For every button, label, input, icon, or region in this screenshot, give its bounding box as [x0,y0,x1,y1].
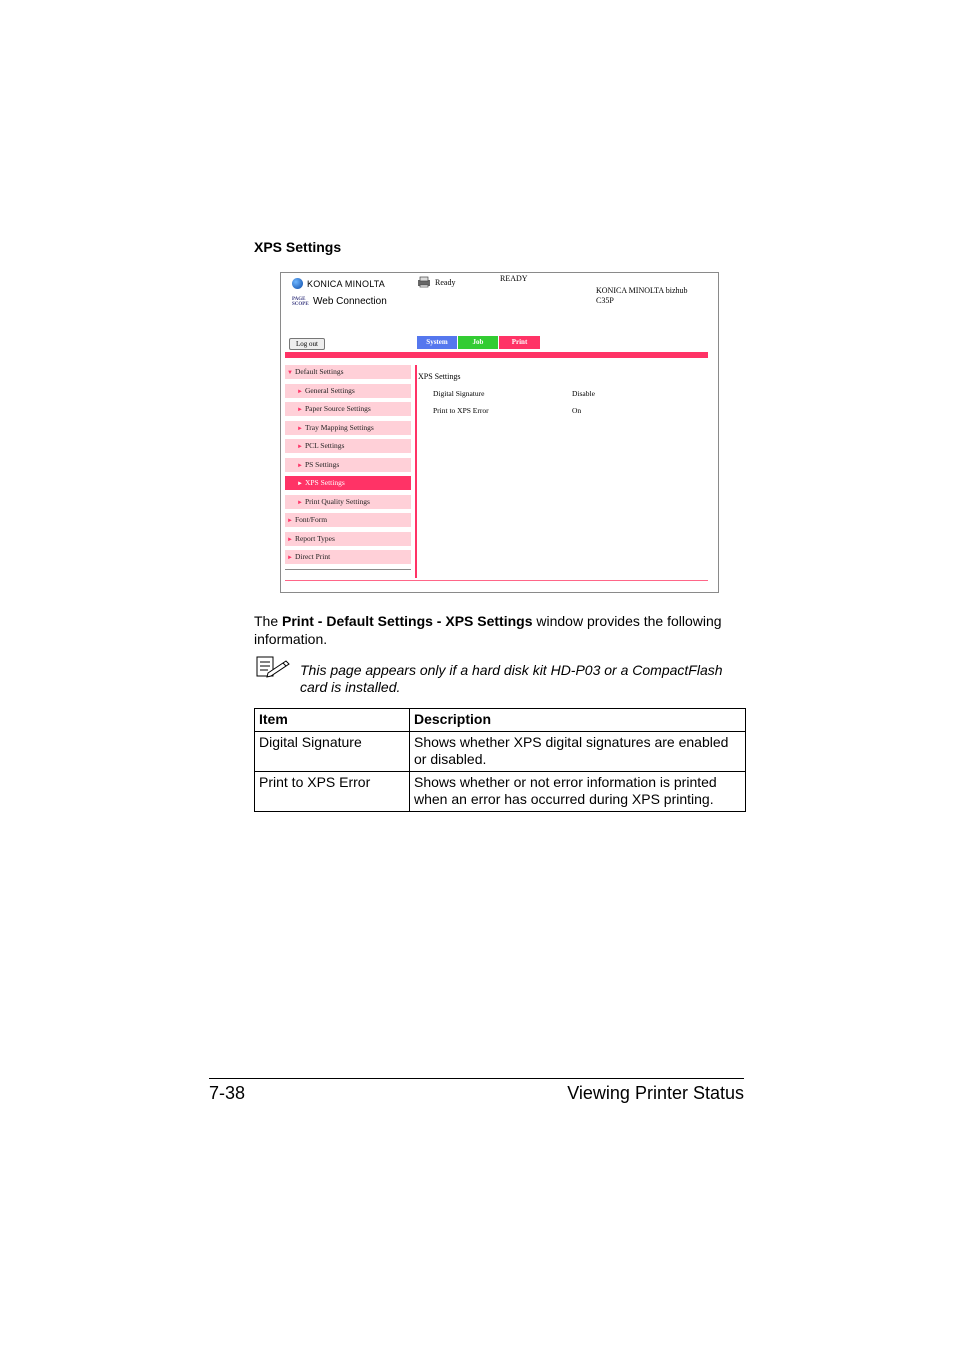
arrow-icon: ► [297,481,303,487]
status-caps: READY [500,274,528,283]
intro-suffix: window provides the following information. [254,613,722,647]
arrow-icon: ► [297,462,303,469]
cell-description: Shows whether XPS digital signatures are enabled or disabled. [410,732,746,772]
sidebar-item[interactable] [285,402,411,416]
arrow-icon: ▼ [287,370,293,376]
note-pencil-icon [256,655,290,679]
product-logo [292,296,387,307]
sidebar-item[interactable] [285,458,411,472]
arrow-icon: ► [297,388,303,395]
pagescope-badge-line1: PAGE [292,296,306,302]
brand-name: KONICA MINOLTA [307,278,385,289]
intro-prefix: The [254,613,283,629]
cell-item: Print to XPS Error [255,772,410,812]
sidebar-item[interactable] [285,421,411,435]
model-line-2: C35P [596,296,614,305]
footer-rule [209,1078,744,1079]
chapter-title: Viewing Printer Status [567,1083,744,1103]
sidebar-item[interactable] [285,550,411,564]
model-name [596,286,688,306]
sidebar-item-label: Report Types [294,533,335,543]
sidebar-item-label: Font/Form [294,515,328,524]
globe-icon [292,278,303,289]
tab-system[interactable]: System [417,336,457,349]
tab-job[interactable]: Job [458,336,498,349]
arrow-icon: ► [297,425,303,432]
arrow-icon: ► [297,444,303,450]
sidebar-item-label: Direct Print [294,552,331,561]
intro-bold: Print - Default Settings - XPS Settings [282,613,533,629]
tab-print[interactable]: Print [499,336,540,349]
setting-value-digital-signature: Disable [572,389,595,398]
setting-label-digital-signature: Digital Signature [433,389,485,398]
arrow-icon: ► [287,518,293,524]
vertical-divider [415,365,417,578]
setting-value-print-to-xps-error: On [572,406,582,415]
header-item: Item [255,709,410,732]
web-connection-screenshot [280,272,719,593]
sidebar-item-label: Tray Mapping Settings [304,422,374,432]
sidebar-item[interactable] [285,513,411,527]
sidebar-item[interactable] [285,439,411,453]
settings-table [254,708,746,812]
cell-description: Shows whether or not error information is printed when an error has occurred during XPS printing. [410,772,746,812]
arrow-icon: ► [297,499,303,506]
logout-button[interactable]: Log out [289,338,325,350]
sidebar-item-label: General Settings [304,385,355,395]
sidebar-bottom-rule [285,569,411,570]
cell-item: Digital Signature [255,732,410,772]
sidebar-item[interactable] [285,532,411,546]
sidebar-item-label: Paper Source Settings [304,404,371,413]
table-row [255,772,746,812]
pagescope-badge [292,297,310,307]
header-bar [285,352,708,358]
arrow-icon: ► [297,407,303,413]
sidebar-item[interactable] [285,365,411,379]
brand-logo [292,278,385,289]
bottom-divider [285,580,708,581]
model-line-1: KONICA MINOLTA bizhub [596,286,688,295]
table-header-row [255,709,746,732]
intro-paragraph [254,612,754,648]
page-number: 7-38 [209,1083,246,1103]
printer-status-icon [417,276,431,288]
sidebar-item-label: Default Settings [294,367,344,376]
status-label: Ready [435,278,456,287]
sidebar-item[interactable] [285,476,411,490]
sidebar-item[interactable] [285,495,411,509]
arrow-icon: ► [287,555,293,561]
sidebar-item-label: Print Quality Settings [304,496,370,506]
note-text: This page appears only if a hard disk kit HD-P03 or a CompactFlash card is installed. [300,662,723,695]
sidebar-item-label: PCL Settings [304,441,345,450]
table-row [255,732,746,772]
pagescope-badge-line2: SCOPE [292,301,309,307]
arrow-icon: ► [287,536,293,543]
sidebar-item[interactable] [285,384,411,398]
section-heading: XPS Settings [254,239,342,255]
panel-title: XPS Settings [418,372,461,381]
sidebar-item-label: PS Settings [304,459,340,469]
setting-label-print-to-xps-error: Print to XPS Error [433,406,489,415]
product-name: Web Connection [313,296,387,307]
header-description: Description [410,709,746,732]
sidebar-item-label: XPS Settings [304,478,345,487]
